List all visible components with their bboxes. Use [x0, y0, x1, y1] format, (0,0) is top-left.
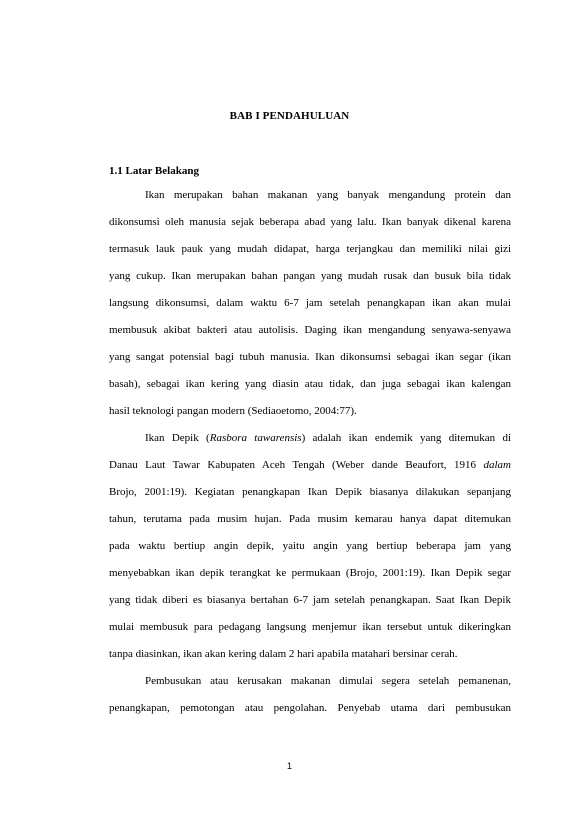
paragraph-line — [109, 457, 511, 473]
paragraph-line: tahun, terutama pada musim hujan. Pada musim kemarau hanya dapat ditemukan — [109, 513, 511, 525]
paragraph-line: Brojo, 2001:19). Kegiatan penangkapan Ikan Depik biasanya dilakukan sepanjang — [109, 486, 511, 498]
paragraph-line: hasil teknologi pangan modern (Sediaoetomo, 2004:77). — [109, 405, 357, 417]
paragraph-line: yang tidak diberi es biasanya bertahan 6-7 jam setelah penangkapan. Saat Ikan Depik — [109, 594, 511, 606]
paragraph-line: basah), sebagai ikan kering yang diasin atau tidak, dan juga sebagai ikan kalengan — [109, 378, 511, 390]
paragraph-line: yang cukup. Ikan merupakan bahan pangan yang mudah rusak dan busuk bila tidak — [109, 270, 511, 282]
section-heading: 1.1 Latar Belakang — [109, 165, 199, 177]
page-number: 1 — [286, 761, 292, 771]
paragraph-line: Ikan merupakan bahan makanan yang banyak mengandung protein dan — [145, 189, 511, 201]
chapter-title: BAB I PENDAHULUAN — [229, 110, 350, 122]
text-run: Ikan Depik ( — [145, 432, 210, 444]
paragraph-line: penangkapan, pemotongan atau pengolahan. Penyebab utama dari pembusukan — [109, 702, 511, 714]
paragraph-line: menyebabkan ikan depik terangkat ke permukaan (Brojo, 2001:19). Ikan Depik segar — [109, 567, 511, 579]
paragraph-line: dikonsumsi oleh manusia sejak beberapa abad yang lalu. Ikan banyak dikenal karena — [109, 216, 511, 228]
text-run: Danau Laut Tawar Kabupaten Aceh Tengah (Weber dande Beaufort, 1916 — [109, 459, 484, 471]
scientific-name: Rasbora tawarensis — [209, 432, 302, 444]
paragraph-line — [145, 430, 511, 446]
paragraph-line: termasuk lauk pauk yang mudah didapat, harga terjangkau dan memiliki nilai gizi — [109, 243, 511, 255]
paragraph-line: yang sangat potensial bagi tubuh manusia. Ikan dikonsumsi sebagai ikan segar (ikan — [109, 351, 511, 363]
paragraph-line: membusuk akibat bakteri atau autolisis. Daging ikan mengandung senyawa-senyawa — [109, 324, 511, 336]
italic-word: dalam — [483, 459, 511, 471]
paragraph-line: Pembusukan atau kerusakan makanan dimulai segera setelah pemanenan, — [145, 675, 511, 687]
text-run: ) adalah ikan endemik yang ditemukan di — [301, 432, 511, 444]
paragraph-line: pada waktu bertiup angin depik, yaitu angin yang bertiup beberapa jam yang — [109, 540, 511, 552]
paragraph-line: tanpa diasinkan, ikan akan kering dalam 2 hari apabila matahari bersinar cerah. — [109, 648, 458, 660]
paragraph-line: langsung dikonsumsi, dalam waktu 6-7 jam setelah penangkapan ikan akan mulai — [109, 297, 511, 309]
paragraph-line: mulai membusuk para pedagang langsung menjemur ikan tersebut untuk dikeringkan — [109, 621, 511, 633]
